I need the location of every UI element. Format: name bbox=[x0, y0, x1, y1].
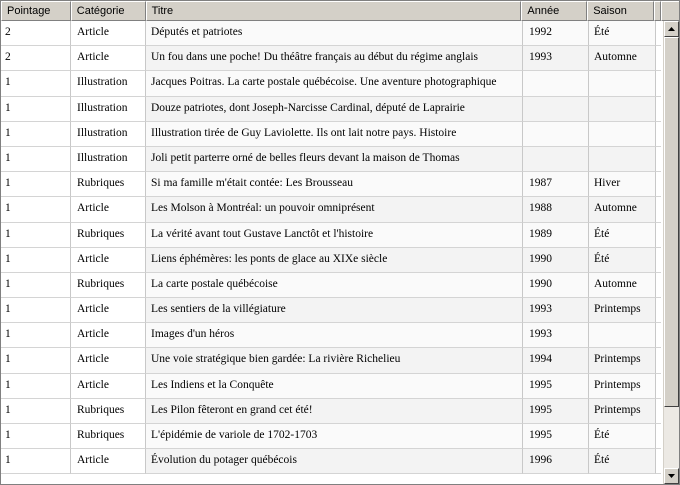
cell-categorie: Article bbox=[71, 323, 146, 348]
table-row[interactable] bbox=[1, 374, 661, 399]
cell-categorie: Illustration bbox=[71, 97, 146, 122]
cell-titre: Joli petit parterre orné de belles fleurs devant la maison de Thomas bbox=[146, 147, 523, 172]
cell-pointage: 1 bbox=[1, 122, 71, 147]
cell-titre: Les Indiens et la Conquête bbox=[146, 374, 523, 399]
cell-pointage: 1 bbox=[1, 273, 71, 298]
cell-pointage: 1 bbox=[1, 97, 71, 122]
row-filler bbox=[656, 97, 661, 122]
column-header-bar bbox=[1, 1, 661, 21]
row-filler bbox=[656, 223, 661, 248]
scroll-up-button[interactable] bbox=[664, 21, 679, 37]
column-header-pointage[interactable]: Pointage bbox=[1, 1, 71, 21]
row-filler bbox=[656, 248, 661, 273]
cell-categorie: Article bbox=[71, 374, 146, 399]
table-row[interactable] bbox=[1, 71, 661, 96]
cell-titre: Si ma famille m'était contée: Les Brousseau bbox=[146, 172, 523, 197]
cell-titre: Images d'un héros bbox=[146, 323, 523, 348]
cell-categorie: Rubriques bbox=[71, 223, 146, 248]
table-row[interactable] bbox=[1, 147, 661, 172]
cell-categorie: Article bbox=[71, 21, 146, 46]
scrollbar-thumb[interactable] bbox=[664, 37, 679, 407]
cell-annee: 1995 bbox=[523, 399, 589, 424]
cell-saison bbox=[589, 97, 656, 122]
cell-saison: Printemps bbox=[589, 348, 656, 373]
cell-saison: Printemps bbox=[589, 399, 656, 424]
cell-categorie: Rubriques bbox=[71, 399, 146, 424]
cell-annee: 1995 bbox=[523, 424, 589, 449]
cell-annee bbox=[523, 97, 589, 122]
cell-saison bbox=[589, 147, 656, 172]
table-row[interactable] bbox=[1, 122, 661, 147]
cell-saison bbox=[589, 122, 656, 147]
row-filler bbox=[656, 197, 661, 222]
cell-annee: 1992 bbox=[523, 21, 589, 46]
cell-pointage: 1 bbox=[1, 71, 71, 96]
cell-titre: Députés et patriotes bbox=[146, 21, 523, 46]
cell-pointage: 1 bbox=[1, 172, 71, 197]
cell-categorie: Rubriques bbox=[71, 172, 146, 197]
cell-annee: 1993 bbox=[523, 323, 589, 348]
cell-titre: Illustration tirée de Guy Laviolette. Ils ont lait notre pays. Histoire bbox=[146, 122, 523, 147]
scroll-down-button[interactable] bbox=[664, 468, 679, 484]
cell-saison: Printemps bbox=[589, 298, 656, 323]
cell-categorie: Article bbox=[71, 449, 146, 474]
column-header-filler bbox=[654, 1, 661, 21]
row-filler bbox=[656, 21, 661, 46]
cell-titre: L'épidémie de variole de 1702-1703 bbox=[146, 424, 523, 449]
cell-titre: Un fou dans une poche! Du théâtre français au début du régime anglais bbox=[146, 46, 523, 71]
cell-annee: 1989 bbox=[523, 223, 589, 248]
cell-annee: 1990 bbox=[523, 248, 589, 273]
table-row[interactable] bbox=[1, 298, 661, 323]
cell-pointage: 1 bbox=[1, 399, 71, 424]
cell-pointage: 2 bbox=[1, 21, 71, 46]
cell-annee bbox=[523, 147, 589, 172]
column-header-annee[interactable]: Année bbox=[521, 1, 587, 21]
row-filler bbox=[656, 374, 661, 399]
table-body bbox=[1, 21, 661, 474]
cell-annee: 1993 bbox=[523, 298, 589, 323]
row-filler bbox=[656, 71, 661, 96]
scroll-up-arrow-icon bbox=[668, 27, 675, 31]
vertical-scrollbar[interactable] bbox=[663, 21, 679, 484]
cell-titre: La carte postale québécoise bbox=[146, 273, 523, 298]
row-filler bbox=[656, 399, 661, 424]
scroll-down-arrow-icon bbox=[668, 474, 675, 478]
cell-categorie: Article bbox=[71, 248, 146, 273]
cell-categorie: Illustration bbox=[71, 147, 146, 172]
cell-annee bbox=[523, 122, 589, 147]
table-row[interactable] bbox=[1, 172, 661, 197]
cell-annee bbox=[523, 71, 589, 96]
header-corner bbox=[661, 1, 679, 21]
cell-annee: 1993 bbox=[523, 46, 589, 71]
cell-annee: 1994 bbox=[523, 348, 589, 373]
cell-pointage: 1 bbox=[1, 449, 71, 474]
cell-saison: Automne bbox=[589, 46, 656, 71]
cell-saison: Automne bbox=[589, 273, 656, 298]
cell-pointage: 1 bbox=[1, 348, 71, 373]
cell-categorie: Article bbox=[71, 348, 146, 373]
cell-annee: 1988 bbox=[523, 197, 589, 222]
table-row[interactable] bbox=[1, 424, 661, 449]
row-filler bbox=[656, 348, 661, 373]
row-filler bbox=[656, 298, 661, 323]
cell-pointage: 1 bbox=[1, 374, 71, 399]
table-row[interactable] bbox=[1, 197, 661, 222]
cell-pointage: 2 bbox=[1, 46, 71, 71]
cell-saison: Été bbox=[589, 21, 656, 46]
row-filler bbox=[656, 449, 661, 474]
table-row[interactable] bbox=[1, 21, 661, 46]
cell-saison: Printemps bbox=[589, 374, 656, 399]
table-row[interactable] bbox=[1, 449, 661, 474]
cell-pointage: 1 bbox=[1, 248, 71, 273]
cell-saison: Automne bbox=[589, 197, 656, 222]
table-row[interactable] bbox=[1, 399, 661, 424]
cell-titre: Les Pilon fêteront en grand cet été! bbox=[146, 399, 523, 424]
cell-saison: Été bbox=[589, 424, 656, 449]
row-filler bbox=[656, 46, 661, 71]
row-filler bbox=[656, 273, 661, 298]
cell-saison: Hiver bbox=[589, 172, 656, 197]
table-row[interactable] bbox=[1, 273, 661, 298]
table-row[interactable] bbox=[1, 348, 661, 373]
cell-pointage: 1 bbox=[1, 147, 71, 172]
table-row[interactable] bbox=[1, 248, 661, 273]
cell-saison bbox=[589, 323, 656, 348]
cell-titre: La vérité avant tout Gustave Lanctôt et l'histoire bbox=[146, 223, 523, 248]
cell-pointage: 1 bbox=[1, 424, 71, 449]
cell-titre: Jacques Poitras. La carte postale québécoise. Une aventure photographique bbox=[146, 71, 523, 96]
cell-annee: 1996 bbox=[523, 449, 589, 474]
cell-saison: Été bbox=[589, 223, 656, 248]
row-filler bbox=[656, 424, 661, 449]
cell-categorie: Rubriques bbox=[71, 424, 146, 449]
cell-categorie: Rubriques bbox=[71, 273, 146, 298]
cell-annee: 1995 bbox=[523, 374, 589, 399]
cell-pointage: 1 bbox=[1, 323, 71, 348]
cell-titre: Évolution du potager québécois bbox=[146, 449, 523, 474]
cell-saison: Été bbox=[589, 248, 656, 273]
cell-categorie: Article bbox=[71, 197, 146, 222]
row-filler bbox=[656, 147, 661, 172]
table-row[interactable] bbox=[1, 223, 661, 248]
cell-titre: Douze patriotes, dont Joseph-Narcisse Cardinal, député de Laprairie bbox=[146, 97, 523, 122]
cell-titre: Les Molson à Montréal: un pouvoir omniprésent bbox=[146, 197, 523, 222]
column-header-saison[interactable]: Saison bbox=[587, 1, 654, 21]
cell-titre: Liens éphémères: les ponts de glace au XIXe siècle bbox=[146, 248, 523, 273]
cell-pointage: 1 bbox=[1, 298, 71, 323]
cell-annee: 1987 bbox=[523, 172, 589, 197]
cell-saison: Été bbox=[589, 449, 656, 474]
table-row[interactable] bbox=[1, 97, 661, 122]
row-filler bbox=[656, 323, 661, 348]
cell-categorie: Article bbox=[71, 46, 146, 71]
column-header-titre[interactable]: Titre bbox=[146, 1, 522, 21]
row-filler bbox=[656, 172, 661, 197]
cell-pointage: 1 bbox=[1, 223, 71, 248]
column-header-categorie[interactable]: Catégorie bbox=[71, 1, 146, 21]
table-row[interactable] bbox=[1, 323, 661, 348]
table-row[interactable] bbox=[1, 46, 661, 71]
cell-titre: Une voie stratégique bien gardée: La rivière Richelieu bbox=[146, 348, 523, 373]
cell-titre: Les sentiers de la villégiature bbox=[146, 298, 523, 323]
cell-annee: 1990 bbox=[523, 273, 589, 298]
cell-categorie: Illustration bbox=[71, 71, 146, 96]
row-filler bbox=[656, 122, 661, 147]
cell-categorie: Illustration bbox=[71, 122, 146, 147]
cell-saison bbox=[589, 71, 656, 96]
cell-categorie: Article bbox=[71, 298, 146, 323]
cell-pointage: 1 bbox=[1, 197, 71, 222]
